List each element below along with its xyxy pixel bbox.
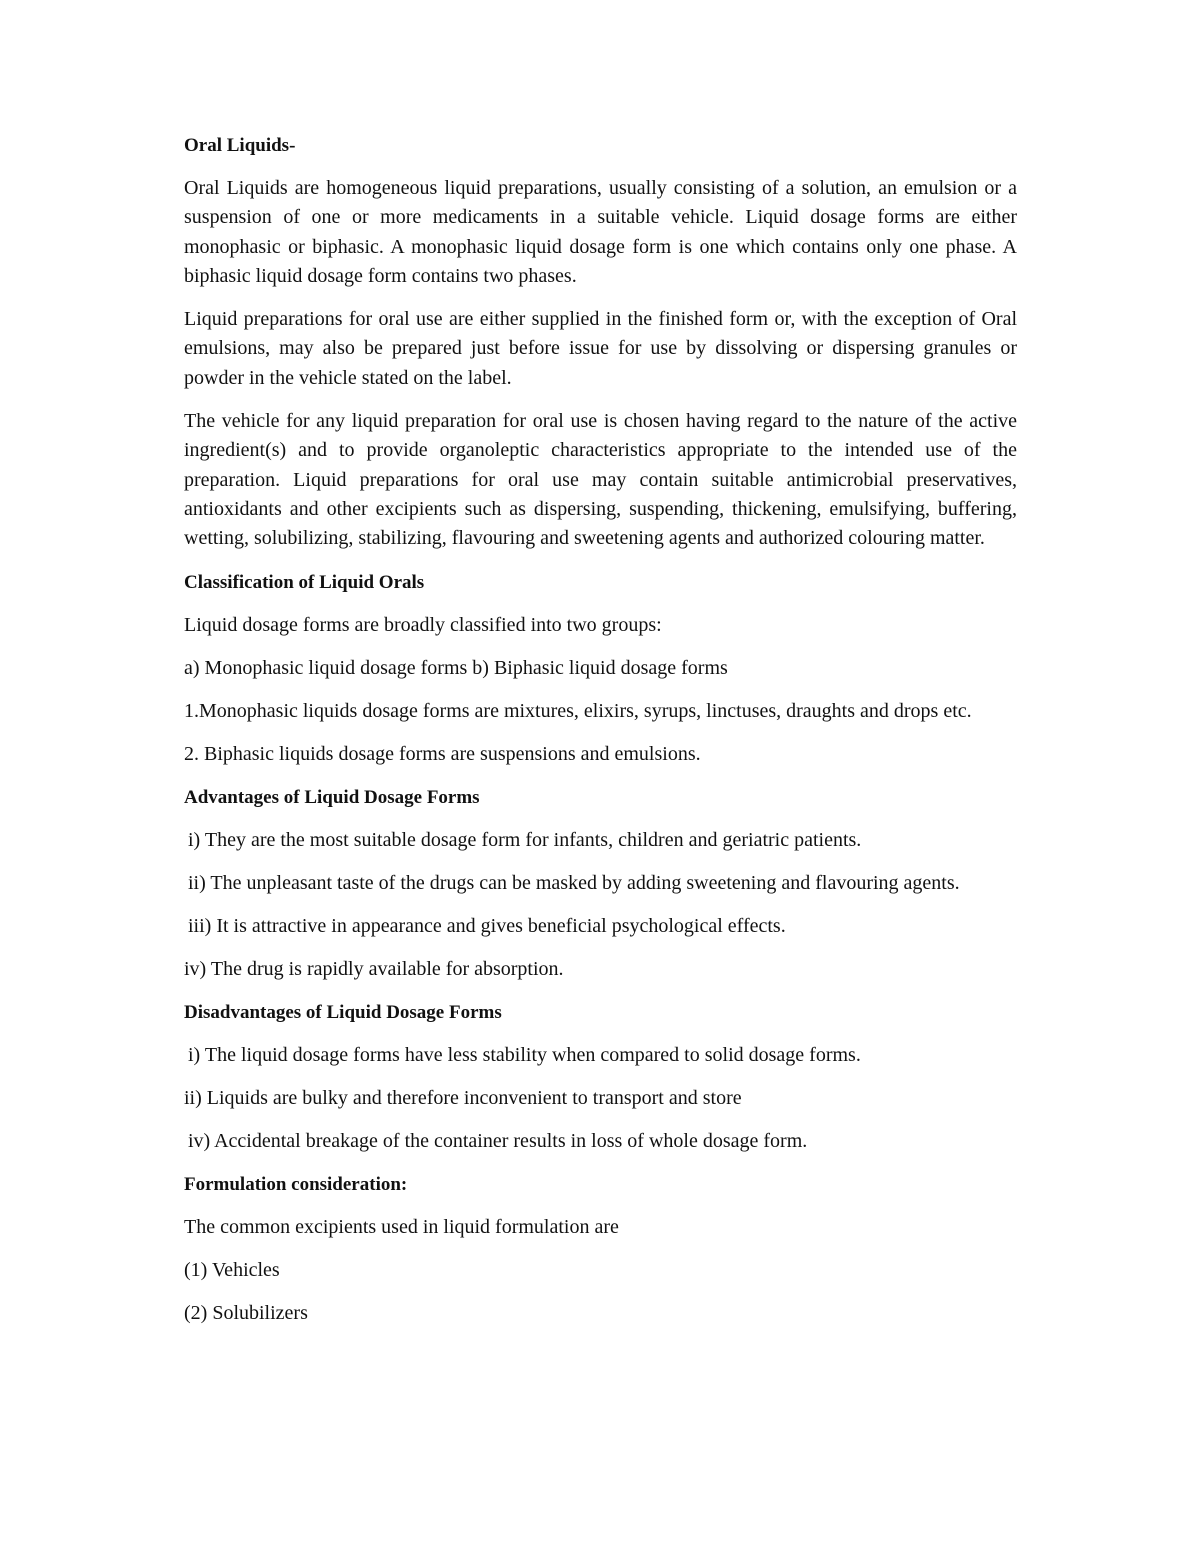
formulation-item: (1) Vehicles (184, 1258, 280, 1281)
formulation-intro: The common excipients used in liquid formulation are (184, 1215, 619, 1238)
advantage-item: iv) The drug is rapidly available for absorption. (184, 957, 564, 980)
advantage-item: iii) It is attractive in appearance and gives beneficial psychological effects. (188, 914, 786, 937)
heading-advantages: Advantages of Liquid Dosage Forms (184, 786, 480, 808)
paragraph-vehicle: The vehicle for any liquid preparation for oral use is chosen having regard to the nature of the active ingredient(s) and to provide organoleptic characteristics appropriate to the intended use of the preparation. Liquid preparations for oral use may contain suitable antimicrobial preservatives, antioxidants and other excipients such as dispersing, suspending, thickening, emulsifying, buffering, wetting, solubilizing, stabilizing, flavouring and sweetening agents and authorized colouring matter. (184, 410, 1017, 550)
disadvantage-item: ii) Liquids are bulky and therefore inconvenient to transport and store (184, 1086, 742, 1109)
heading-disadvantages: Disadvantages of Liquid Dosage Forms (184, 1001, 502, 1023)
document-body (184, 131, 1017, 1342)
heading-classification: Classification of Liquid Orals (184, 571, 425, 593)
classification-biphasic: 2. Biphasic liquids dosage forms are suspensions and emulsions. (184, 742, 701, 765)
paragraph-definition: Oral Liquids are homogeneous liquid preparations, usually consisting of a solution, an emulsion or a suspension of one or more medicaments in a suitable vehicle. Liquid dosage forms are either monophasic or biphasic. A monophasic liquid dosage form is one which contains only one phase. A biphasic liquid dosage form contains two phases. (184, 177, 1017, 287)
classification-monophasic: 1.Monophasic liquids dosage forms are mixtures, elixirs, syrups, linctuses, draughts and drops etc. (184, 699, 972, 722)
classification-intro: Liquid dosage forms are broadly classified into two groups: (184, 613, 662, 636)
advantage-item: i) They are the most suitable dosage form for infants, children and geriatric patients. (188, 828, 862, 851)
disadvantage-item: i) The liquid dosage forms have less stability when compared to solid dosage forms. (188, 1043, 861, 1066)
heading-oral-liquids: Oral Liquids- (184, 135, 296, 156)
heading-formulation: Formulation consideration: (184, 1173, 408, 1195)
disadvantage-item: iv) Accidental breakage of the container results in loss of whole dosage form. (188, 1129, 808, 1152)
advantage-item: ii) The unpleasant taste of the drugs can be masked by adding sweetening and flavouring agents. (188, 871, 960, 894)
classification-groups: a) Monophasic liquid dosage forms b) Biphasic liquid dosage forms (184, 656, 728, 679)
formulation-item: (2) Solubilizers (184, 1301, 308, 1324)
paragraph-preparation: Liquid preparations for oral use are either supplied in the finished form or, with the exception of Oral emulsions, may also be prepared just before issue for use by dissolving or dispersing granules or powder in the vehicle stated on the label. (184, 308, 1017, 389)
